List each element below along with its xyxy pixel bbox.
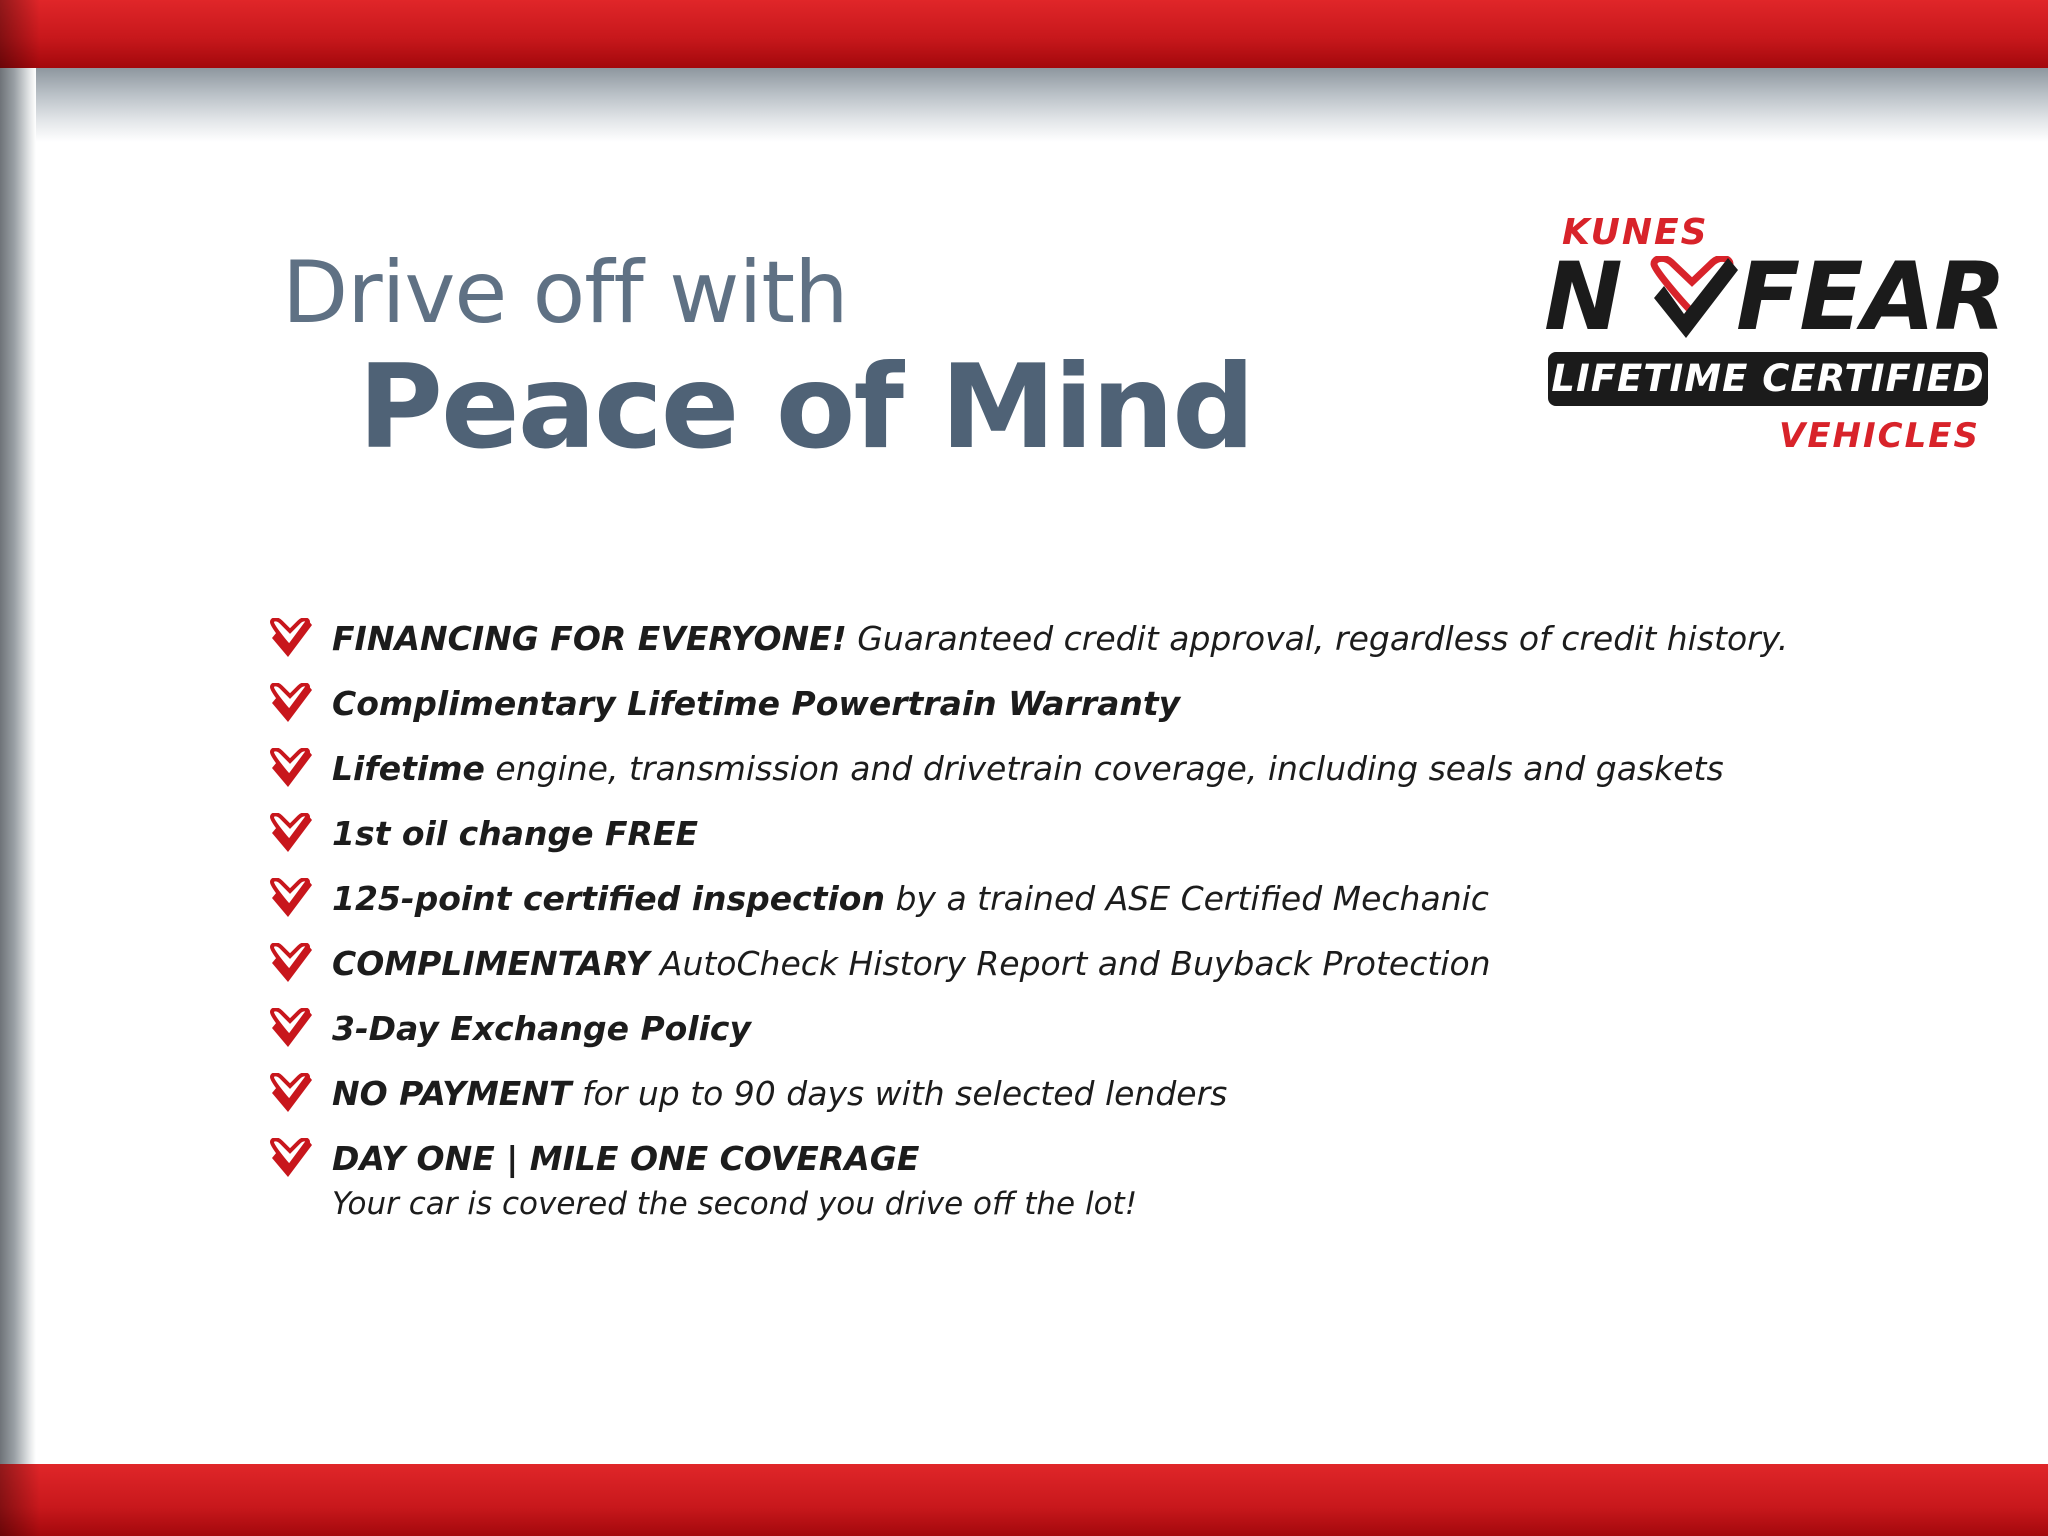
list-item-text xyxy=(332,1071,1868,1117)
list-item-text xyxy=(332,876,1868,922)
list-item-text xyxy=(332,811,1868,857)
check-icon xyxy=(268,943,312,983)
top-band-shadow xyxy=(0,0,40,68)
list-item xyxy=(268,616,1868,680)
logo-word-fear: FEAR xyxy=(1736,243,2006,352)
list-item-bold: 1st oil change FREE xyxy=(332,814,698,853)
list-item xyxy=(268,1136,1868,1226)
logo-letter-n: N xyxy=(1544,243,1621,352)
list-item-text xyxy=(332,681,1868,727)
list-item-bold: NO PAYMENT xyxy=(332,1074,572,1113)
logo-lifetime-banner: LIFETIME CERTIFIED xyxy=(1548,352,1988,406)
header-gradient-strip xyxy=(36,68,2048,142)
list-item-bold: Lifetime xyxy=(332,749,485,788)
logo-brand-text: KUNES xyxy=(1562,212,1709,253)
bottom-red-band xyxy=(0,1464,2048,1536)
list-item-bold: FINANCING FOR EVERYONE! xyxy=(332,619,847,658)
list-item-bold: DAY ONE | MILE ONE COVERAGE xyxy=(332,1139,920,1178)
list-item-text xyxy=(332,1006,1868,1052)
check-icon xyxy=(268,1073,312,1113)
check-icon xyxy=(268,878,312,918)
list-item xyxy=(268,811,1868,875)
list-item xyxy=(268,1006,1868,1070)
list-item-bold: 125-point certified inspection xyxy=(332,879,885,918)
bottom-band-shadow xyxy=(0,1464,40,1536)
list-item xyxy=(268,941,1868,1005)
list-item-subtext: Your car is covered the second you drive off the lot! xyxy=(332,1186,1138,1222)
check-icon xyxy=(268,618,312,658)
headline-line-1: Drive off with xyxy=(282,243,848,343)
list-item-bold: COMPLIMENTARY xyxy=(332,944,650,983)
list-item-bold: 3-Day Exchange Policy xyxy=(332,1009,751,1048)
list-item-rest: engine, transmission and drivetrain coverage, including seals and gaskets xyxy=(484,749,1724,788)
logo-wordmark xyxy=(1540,243,2006,352)
list-item-rest: by a trained ASE Certified Mechanic xyxy=(884,879,1489,918)
list-item-text xyxy=(332,616,1868,662)
check-icon xyxy=(268,813,312,853)
list-item-rest: Guaranteed credit approval, regardless of credit history. xyxy=(846,619,1789,658)
list-item xyxy=(268,746,1868,810)
list-item-bold: Complimentary Lifetime Powertrain Warranty xyxy=(332,684,1181,723)
list-item xyxy=(268,681,1868,745)
list-item-text xyxy=(332,1136,1868,1182)
page-title xyxy=(282,243,1482,475)
check-icon xyxy=(268,748,312,788)
list-item xyxy=(268,1071,1868,1135)
list-item-text xyxy=(332,941,1868,987)
left-edge-gradient xyxy=(0,68,36,1464)
top-red-band xyxy=(0,0,2048,68)
list-item-text xyxy=(332,746,1868,792)
check-icon xyxy=(268,1138,312,1178)
list-item-rest: AutoCheck History Report and Buyback Protection xyxy=(649,944,1491,983)
check-icon xyxy=(268,1008,312,1048)
kunes-no-fear-logo xyxy=(1540,212,2006,482)
check-icon xyxy=(268,683,312,723)
logo-vehicles-text: VEHICLES xyxy=(1779,416,1980,456)
heart-check-icon xyxy=(1644,256,1740,342)
list-item xyxy=(268,876,1868,940)
benefits-list xyxy=(268,616,1868,1227)
list-item-rest: for up to 90 days with selected lenders xyxy=(571,1074,1228,1113)
headline-line-2: Peace of Mind xyxy=(358,340,1254,475)
